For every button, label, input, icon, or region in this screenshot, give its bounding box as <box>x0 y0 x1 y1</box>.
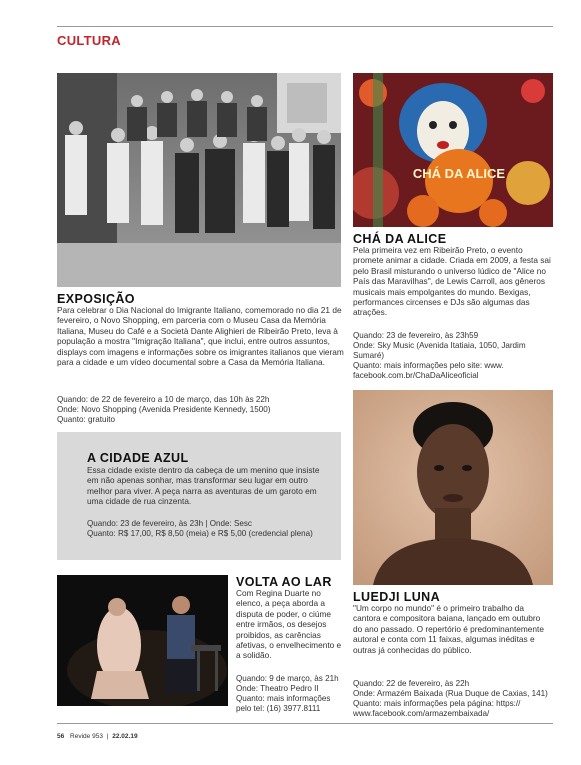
luedji-luna-info: Quanto: mais informações pela página: https:// www.facebook.com/armazembaixada/ <box>353 699 521 718</box>
volta-ao-lar-photo <box>57 575 228 706</box>
cha-da-alice-info: Quanto: mais informações pelo site: www. facebook.com.br/ChaDaAliceoficial <box>353 361 504 380</box>
cha-da-alice-when: Quando: 23 de fevereiro, às 23h59 <box>353 331 479 340</box>
page-footer <box>57 733 138 740</box>
luedji-luna-title: LUEDJI LUNA <box>353 590 441 604</box>
volta-ao-lar-info: Quanto: mais informações pelo tel: (16) 3977.8111 <box>236 694 331 713</box>
cha-da-alice-details <box>353 331 551 381</box>
exposicao-body: Para celebrar o Dia Nacional do Imigrante Italiano, comemorado no dia 21 de fevereiro, o Novo Shopping, em parceria com o Museu Casa da Memória Italiana, Museu do Café e a Società Dante Alighieri de Ribeirão Preto, leva à população a mostra "Imigração Italiana", que inclui, entre outros assuntos, displays com imagens e informações sobre os imigrantes italianos que vieram para a cidade e um vídeo documental sobre a Casa da Memória Italiana. <box>57 305 344 368</box>
exposicao-title: EXPOSIÇÃO <box>57 292 135 306</box>
bottom-rule <box>57 723 553 724</box>
cha-da-alice-body: Pela primeira vez em Ribeirão Preto, o evento promete animar a cidade. Criada em 2009, a festa sai pelo Brasil misturando o universo lúdico de "Alice no País das Maravilhas", de Lewis Carroll, aos gêneros musicais mais empolgantes do mundo. Bexigas, performances circenses e DJs são algumas das atrações. <box>353 245 551 318</box>
volta-ao-lar-body: Com Regina Duarte no elenco, a peça aborda a disputa de poder, o ciúme entre irmãos, os desejos proibidos, as carências afetivas, o envelhecimento e a solidão. <box>236 588 342 661</box>
exposicao-price: Quanto: gratuito <box>57 415 116 424</box>
luedji-luna-when: Quando: 22 de fevereiro, às 22h <box>353 679 470 688</box>
volta-ao-lar-where: Onde: Theatro Pedro II <box>236 684 319 693</box>
exposicao-details <box>57 395 345 425</box>
luedji-luna-photo <box>353 390 553 585</box>
cidade-azul-details <box>87 519 337 539</box>
volta-ao-lar-details <box>236 674 344 714</box>
page-number: 56 <box>57 733 65 740</box>
top-rule <box>57 26 553 27</box>
magazine-name: Revide 953 <box>70 733 103 740</box>
cidade-azul-body: Essa cidade existe dentro da cabeça de um menino que insiste em não apenas sonhar, mas transformar seu lugar em outro melhor para viver. A peça narra as aventuras de um garoto em uma cidade de rua cinzenta. <box>87 465 320 507</box>
cidade-azul-when: Quando: 23 de fevereiro, às 23h | Onde: Sesc <box>87 519 252 528</box>
issue-date: 22.02.19 <box>112 733 138 740</box>
cha-da-alice-where: Onde: Sky Music (Avenida Itatiaia, 1050, Jardim Sumaré) <box>353 341 526 360</box>
balloon-label: CHÁ DA ALICE <box>412 166 506 181</box>
luedji-luna-where: Onde: Armazém Baixada (Rua Duque de Caxias, 141) <box>353 689 548 698</box>
exposicao-photo <box>57 73 341 287</box>
luedji-luna-details <box>353 679 553 719</box>
footer-separator: | <box>106 733 109 740</box>
section-label: CULTURA <box>57 33 121 48</box>
luedji-luna-body: "Um corpo no mundo" é o primeiro trabalho da cantora e compositora baiana, lançado em outubro do ano passado. O repertório é predominantemente autoral e conta com 11 faixas, algumas inéditas e outras já conhecidas do público. <box>353 603 544 655</box>
exposicao-where: Onde: Novo Shopping (Avenida Presidente Kennedy, 1500) <box>57 405 271 414</box>
cha-da-alice-photo <box>353 73 553 227</box>
cha-da-alice-title: CHÁ DA ALICE <box>353 232 447 246</box>
cidade-azul-title: A CIDADE AZUL <box>87 451 189 465</box>
cidade-azul-price: Quanto: R$ 17,00, R$ 8,50 (meia) e R$ 5,00 (credencial plena) <box>87 529 313 538</box>
volta-ao-lar-title: VOLTA AO LAR <box>236 575 332 589</box>
exposicao-when: Quando: de 22 de fevereiro a 10 de março, das 10h às 22h <box>57 395 270 404</box>
volta-ao-lar-when: Quando: 9 de março, às 21h <box>236 674 339 683</box>
